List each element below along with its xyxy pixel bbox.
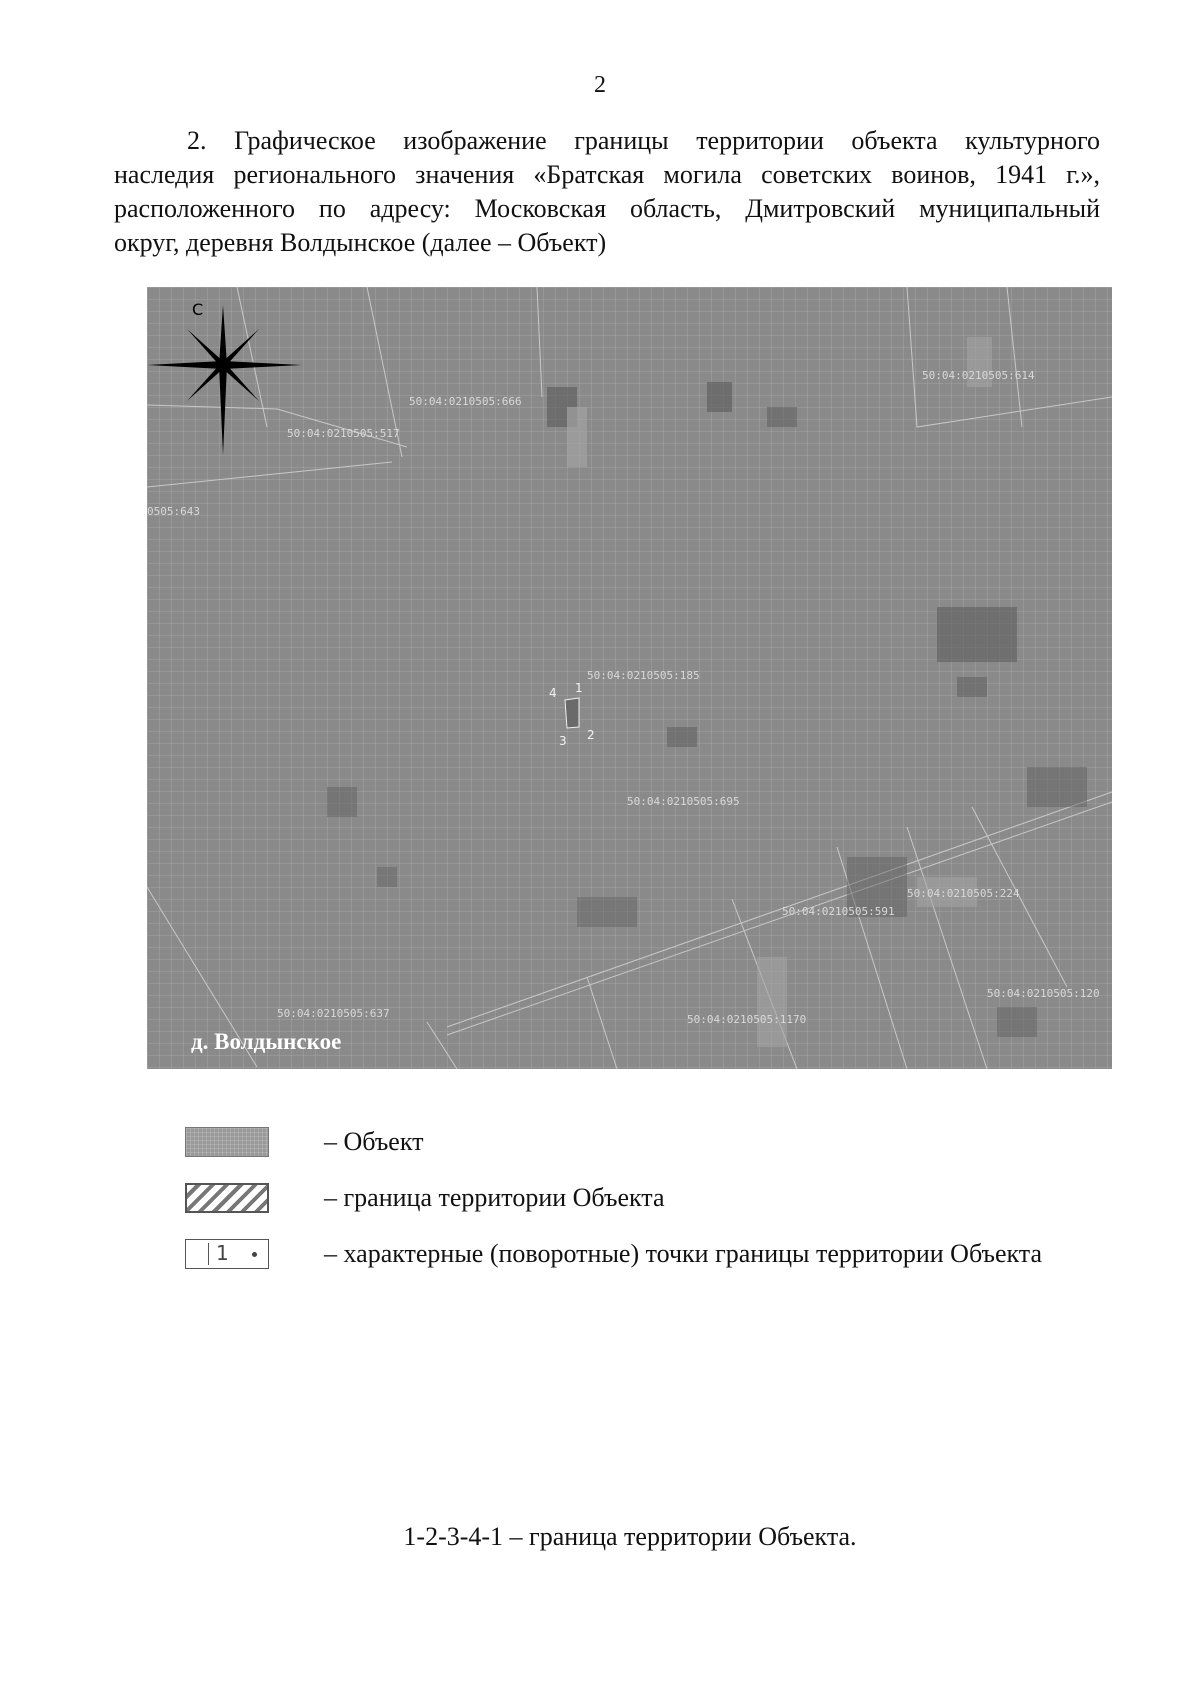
legend-item-object [185, 1125, 1145, 1159]
parcel-label: 50:04:0210505:591 [782, 905, 895, 918]
boundary-point-label: 1 [575, 681, 583, 695]
page-number: 2 [594, 72, 606, 98]
point-swatch-line [208, 1243, 209, 1265]
intro-line: 2. Графическое изображение границы территории объекта культурного [187, 126, 1100, 155]
legend-text: – характерные (поворотные) точки границы территории Объекта [324, 1239, 1043, 1268]
parcel-label: 50:04:0210505:614 [922, 369, 1035, 382]
compass-north-letter: С [192, 300, 204, 319]
object-swatch-icon [185, 1127, 269, 1157]
settlement-name: д. Волдынское [191, 1029, 342, 1054]
cadastral-map [147, 287, 1112, 1069]
point-swatch-number: 1 [216, 1241, 229, 1265]
hatched-border-swatch-icon [185, 1183, 269, 1213]
boundary-point-label: 4 [549, 686, 557, 700]
map-graphics [147, 287, 1112, 1069]
parcel-label: 50:04:0210505:637 [277, 1007, 390, 1020]
parcel-label: 50:04:0210505:666 [409, 395, 522, 408]
point-dot-icon [252, 1252, 257, 1257]
boundary-point-label: 2 [587, 728, 595, 742]
legend-item-border [185, 1181, 1145, 1215]
compass-rose-icon [147, 300, 302, 455]
boundary-point-label: 3 [559, 734, 567, 748]
parcel-label: 50:04:0210505:185 [587, 669, 700, 682]
intro-paragraph [114, 124, 1100, 260]
boundary-point-swatch-icon [185, 1239, 269, 1269]
intro-line: наследия регионального значения «Братская могила советских воинов, 1941 г.», [114, 160, 1100, 189]
parcel-label: 50:04:0210505:120 [987, 987, 1100, 1000]
parcel-label: 50:04:0210505:224 [907, 887, 1020, 900]
map-light-features [567, 337, 992, 1047]
legend-item-point [185, 1237, 1145, 1271]
legend-text: – граница территории Объекта [324, 1183, 665, 1212]
map-features [327, 382, 1087, 1037]
parcel-label: 0505:643 [147, 505, 200, 518]
intro-line: округ, деревня Волдынское (далее – Объект) [114, 228, 607, 257]
object-boundary [565, 698, 579, 728]
parcel-label: 50:04:0210505:1170 [687, 1013, 807, 1026]
parcel-label: 50:04:0210505:695 [627, 795, 740, 808]
parcel-label: 50:04:0210505:517 [287, 427, 400, 440]
footer-note: 1-2-3-4-1 – граница территории Объекта. [403, 1522, 857, 1551]
legend-text: – Объект [324, 1127, 424, 1156]
intro-line: расположенного по адресу: Московская область, Дмитровский муниципальный [114, 194, 1100, 223]
